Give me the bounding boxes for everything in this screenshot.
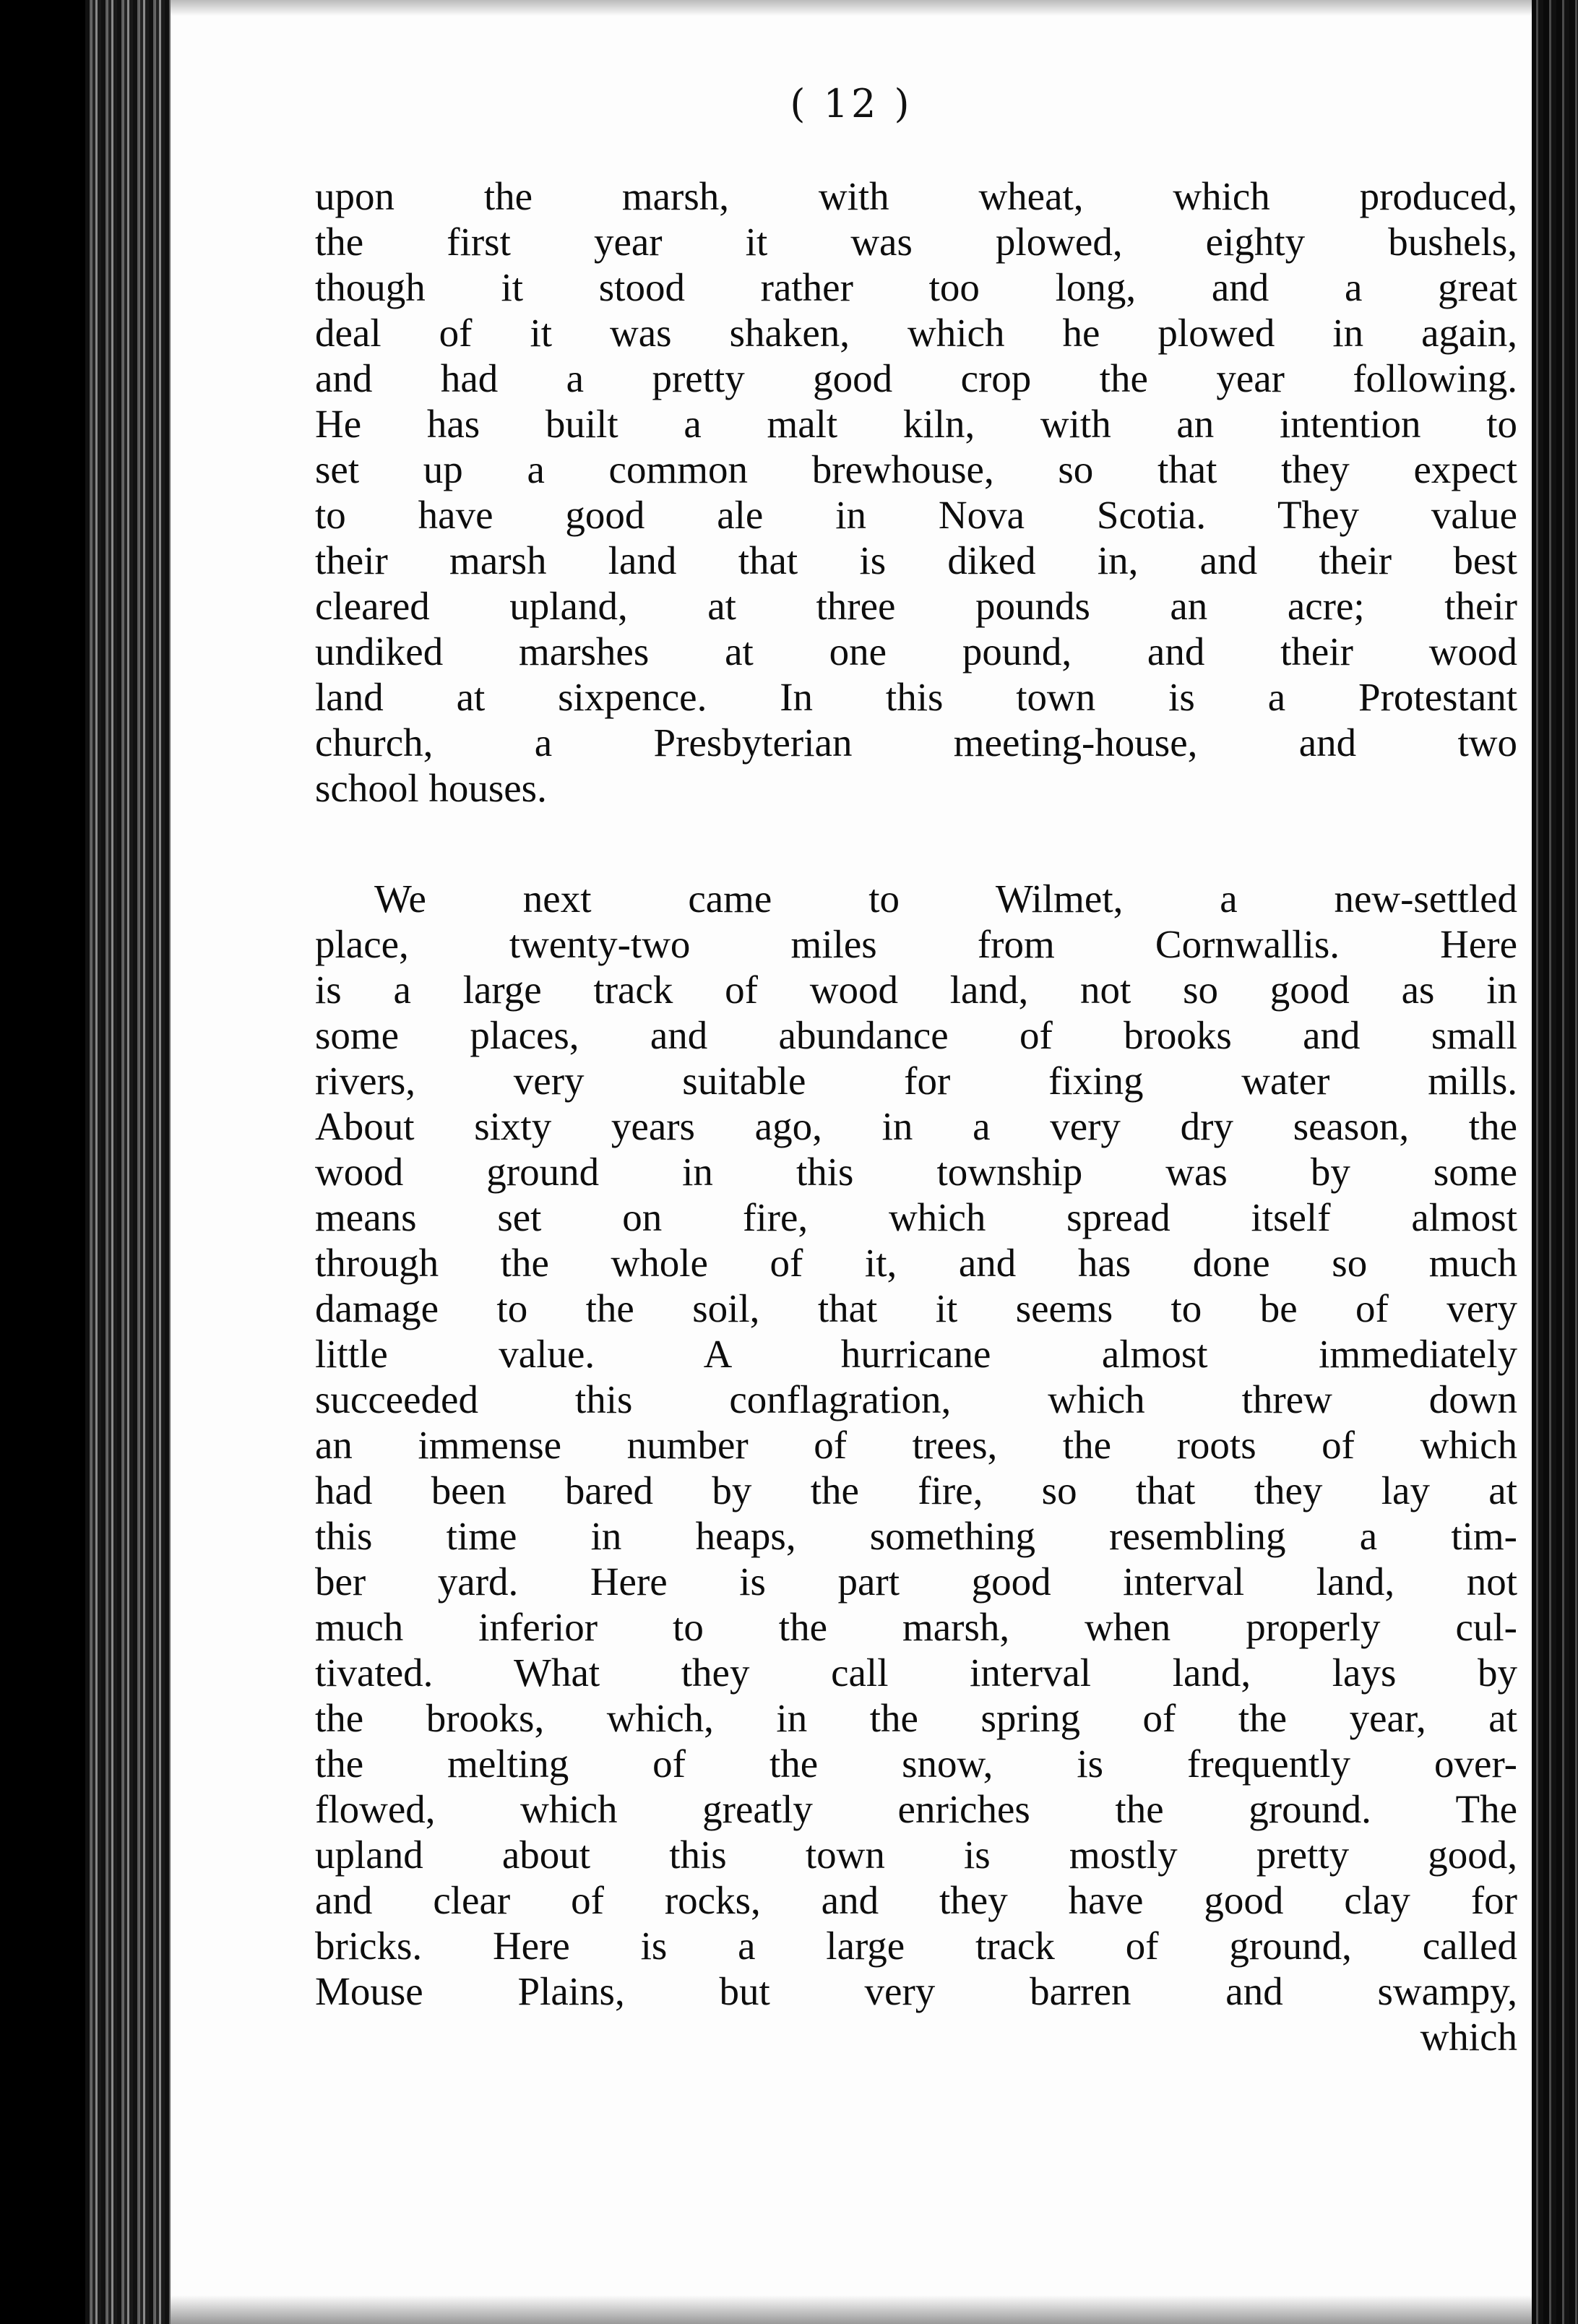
text-line: set up a common brewhouse, so that they expect xyxy=(315,447,1517,491)
text-line: cleared upland, at three pounds an acre; their xyxy=(315,584,1517,628)
paper-bottom-shadow xyxy=(171,2295,1532,2324)
text-line: little value. A hurricane almost immediately xyxy=(315,1332,1517,1376)
text-line: succeeded this conflagration, which threw down xyxy=(315,1377,1517,1421)
text-line: an immense number of trees, the roots of which xyxy=(315,1423,1517,1467)
text-line: and had a pretty good crop the year following. xyxy=(315,356,1517,400)
paper-sheet xyxy=(171,0,1532,2324)
text-line: rivers, very suitable for fixing water mills. xyxy=(315,1059,1517,1103)
text-line: their marsh land that is diked in, and their best xyxy=(315,538,1517,582)
text-line: tivated. What they call interval land, lays by xyxy=(315,1651,1517,1695)
text-line: place, twenty-two miles from Cornwallis. Here xyxy=(315,922,1517,966)
paper-top-shadow xyxy=(171,0,1532,16)
text-line: church, a Presbyterian meeting-house, and two xyxy=(315,720,1517,765)
paragraph-2 xyxy=(315,876,1517,2060)
text-line: much inferior to the marsh, when properly cul- xyxy=(315,1605,1517,1649)
text-line: though it stood rather too long, and a great xyxy=(315,265,1517,309)
text-line: bricks. Here is a large track of ground, called xyxy=(315,1924,1517,1968)
text-line: flowed, which greatly enriches the ground. The xyxy=(315,1787,1517,1831)
paragraph-1 xyxy=(315,173,1517,811)
book-fore-edge xyxy=(1530,0,1578,2324)
text-line: He has built a malt kiln, with an intention to xyxy=(315,402,1517,446)
text-line: About sixty years ago, in a very dry season, the xyxy=(315,1104,1517,1148)
page-number: ( 12 ) xyxy=(790,81,913,126)
text-line: ber yard. Here is part good interval land, not xyxy=(315,1559,1517,1604)
text-line: the melting of the snow, is frequently over- xyxy=(315,1742,1517,1786)
text-line: wood ground in this township was by some xyxy=(315,1150,1517,1194)
text-line: this time in heaps, something resembling a tim- xyxy=(315,1514,1517,1558)
text-line: Mouse Plains, but very barren and swampy, xyxy=(315,1969,1517,2013)
text-line: school houses. xyxy=(315,766,547,810)
text-line: land at sixpence. In this town is a Protestant xyxy=(315,675,1517,719)
catchword: which xyxy=(1420,2015,1517,2059)
text-line: upon the marsh, with wheat, which produced, xyxy=(315,174,1517,218)
text-line: We next came to Wilmet, a new-settled xyxy=(374,877,1517,921)
text-line: undiked marshes at one pound, and their wood xyxy=(315,629,1517,673)
text-line: to have good ale in Nova Scotia. They value xyxy=(315,493,1517,537)
text-line: the first year it was plowed, eighty bushels, xyxy=(315,220,1517,264)
text-line: the brooks, which, in the spring of the year, at xyxy=(315,1696,1517,1740)
text-line: deal of it was shaken, which he plowed in again, xyxy=(315,311,1517,355)
text-line: had been bared by the fire, so that they lay at xyxy=(315,1468,1517,1512)
text-line: upland about this town is mostly pretty good, xyxy=(315,1833,1517,1877)
text-line: and clear of rocks, and they have good clay for xyxy=(315,1878,1517,1922)
text-line: through the whole of it, and has done so much xyxy=(315,1241,1517,1285)
text-line: means set on fire, which spread itself almost xyxy=(315,1195,1517,1239)
text-line: is a large track of wood land, not so good as in xyxy=(315,968,1517,1012)
book-spine-edge xyxy=(85,0,172,2324)
text-line: damage to the soil, that it seems to be of very xyxy=(315,1286,1517,1330)
text-line: some places, and abundance of brooks and small xyxy=(315,1013,1517,1057)
